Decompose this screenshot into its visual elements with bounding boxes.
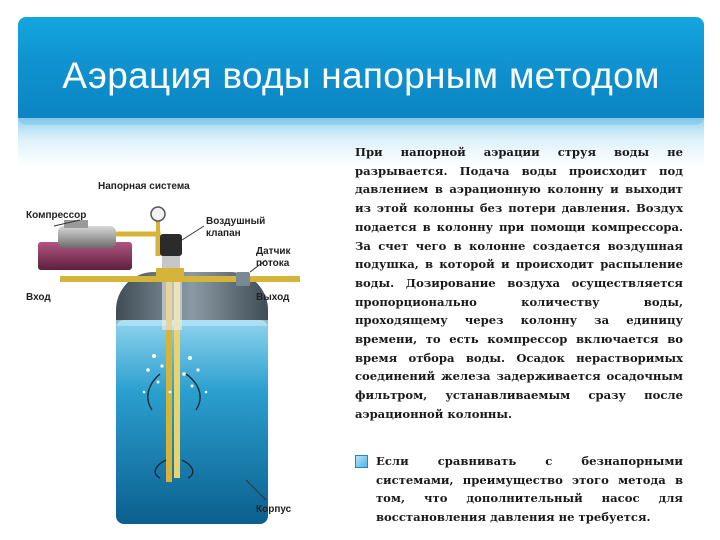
tank-head	[156, 268, 184, 282]
compressor-label: Компрессор	[26, 210, 87, 221]
slide-title: Аэрация воды напорным методом	[62, 55, 660, 96]
sensor-label-1: Датчик	[256, 246, 291, 257]
diagram-heading: Напорная система	[98, 181, 190, 192]
water-surface	[116, 320, 268, 326]
air-valve	[160, 234, 182, 256]
valve-label-2: клапан	[206, 228, 241, 239]
flow-sensor	[236, 272, 250, 286]
body-paragraph: При напорной аэрации струя воды не разрывается. Подача воды происходит под давлением в аэрационную колонну и выходит из этой колонны без потери давления. Воздух подается в колонну при помощи компрессора. За счет чего в колонне создается воздушная подушка, в которой и происходит распыление воды. Дозирование воздуха осуществляется пропорционально количеству воды, проходящему через колонну за единицу времени, то есть компрессор включается во время отбора воды. Осадок нерастворимых соединений железа задерживается осадочным фильтром, устанавливаемым сразу после аэрационной колонны.	[355, 145, 683, 421]
bullet-item	[355, 452, 683, 527]
valve-label-1: Воздушный	[206, 216, 266, 227]
pressure-system-diagram	[20, 160, 340, 530]
valve-body	[162, 256, 180, 270]
housing-label: Корпус	[256, 504, 292, 515]
valve-pointer	[182, 226, 204, 240]
outlet-label: Выход	[256, 292, 290, 303]
title-banner	[18, 17, 704, 125]
bullet-square-icon	[355, 455, 368, 468]
compressor-motor	[58, 226, 116, 248]
sensor-label-2: потока	[256, 258, 290, 269]
distributor	[162, 282, 182, 330]
bullet-text: Если сравнивать с безнапорными системами, преимущество этого метода в том, что дополнительный насос для восстановления давления не требуется.	[376, 454, 683, 525]
inlet-label: Вход	[26, 292, 51, 303]
pressure-gauge	[151, 207, 165, 221]
water-volume	[116, 320, 268, 524]
